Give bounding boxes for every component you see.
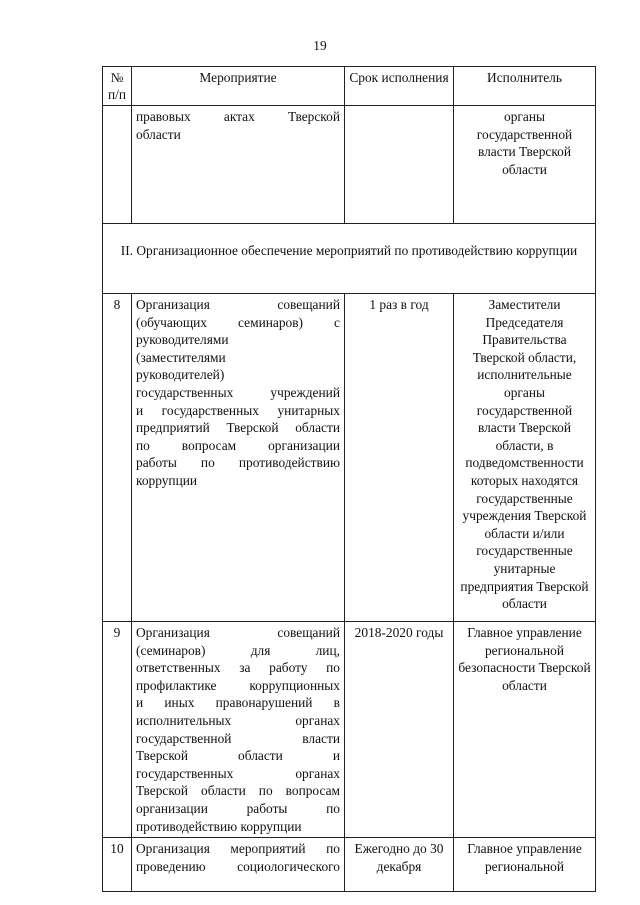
cell-deadline: 1 раз в год bbox=[345, 294, 454, 622]
event-line: ответственных за работу по bbox=[136, 660, 340, 676]
event-line: коррупции bbox=[136, 472, 198, 488]
table-header-row bbox=[103, 67, 596, 106]
event-line: руководителей) bbox=[136, 367, 225, 383]
event-line: предприятий Тверской области bbox=[136, 420, 340, 436]
section-row bbox=[103, 224, 596, 294]
event-line: (заместителями bbox=[136, 349, 226, 365]
event-line: области bbox=[136, 126, 181, 142]
cell-executor: Заместители Председателя Правительства Тверской области, исполнительные органы государственной власти Тверской области, в подведомственности которых находятся государственные учреждения Тверской области и/или государственные унитарные предприятия Тверской области bbox=[454, 294, 596, 622]
event-line: противодействию коррупции bbox=[136, 818, 302, 834]
cell-executor: органы государственной власти Тверской области bbox=[454, 106, 596, 224]
event-line: организации работы по bbox=[136, 800, 340, 816]
event-line: и государственных унитарных bbox=[136, 402, 340, 418]
cell-event bbox=[132, 106, 345, 224]
header-event: Мероприятие bbox=[132, 67, 345, 106]
event-line: проведению социологического bbox=[136, 858, 340, 874]
table-row bbox=[103, 294, 596, 622]
header-executor: Исполнитель bbox=[454, 67, 596, 106]
cell-deadline: 2018-2020 годы bbox=[345, 622, 454, 838]
measures-table bbox=[102, 66, 596, 892]
event-line: и иных правонарушений в bbox=[136, 695, 340, 711]
event-line: работы по противодействию bbox=[136, 455, 340, 471]
event-line: профилактике коррупционных bbox=[136, 677, 340, 693]
page-number: 19 bbox=[313, 38, 327, 53]
event-line: (семинаров) для лиц, bbox=[136, 642, 340, 658]
cell-deadline: Ежегодно до 30 декабря bbox=[345, 838, 454, 892]
cell-number: 10 bbox=[103, 838, 132, 892]
table-row-continuation bbox=[103, 106, 596, 224]
event-line: Организация совещаний bbox=[136, 625, 340, 640]
table-row bbox=[103, 622, 596, 838]
cell-executor: Главное управление региональной безопасности Тверской области bbox=[454, 622, 596, 838]
cell-number: 8 bbox=[103, 294, 132, 622]
header-deadline: Срок исполнения bbox=[345, 67, 454, 106]
cell-number: 9 bbox=[103, 622, 132, 838]
cell-deadline bbox=[345, 106, 454, 224]
event-line: руководителями bbox=[136, 332, 229, 348]
cell-event bbox=[132, 294, 345, 622]
event-line: Тверской области по вопросам bbox=[136, 783, 340, 799]
event-line: правовых актах Тверской bbox=[136, 109, 340, 124]
cell-number bbox=[103, 106, 132, 224]
event-line: Тверской области и bbox=[136, 748, 340, 764]
section-title: II. Организационное обеспечение мероприятий по противодействию коррупции bbox=[103, 224, 596, 294]
event-line: государственной власти bbox=[136, 730, 340, 746]
cell-event bbox=[132, 622, 345, 838]
event-line: Организация совещаний bbox=[136, 297, 340, 312]
table-row bbox=[103, 838, 596, 892]
event-line: государственных органах bbox=[136, 765, 340, 781]
event-line: исполнительных органах bbox=[136, 712, 340, 728]
event-line: государственных учреждений bbox=[136, 384, 340, 400]
event-line: Организация мероприятий по bbox=[136, 841, 340, 857]
event-line: (обучающих семинаров) с bbox=[136, 314, 340, 330]
event-line: по вопросам организации bbox=[136, 437, 340, 453]
header-number: № п/п bbox=[103, 67, 132, 106]
cell-executor: Главное управление региональной bbox=[454, 838, 596, 892]
cell-event bbox=[132, 838, 345, 892]
